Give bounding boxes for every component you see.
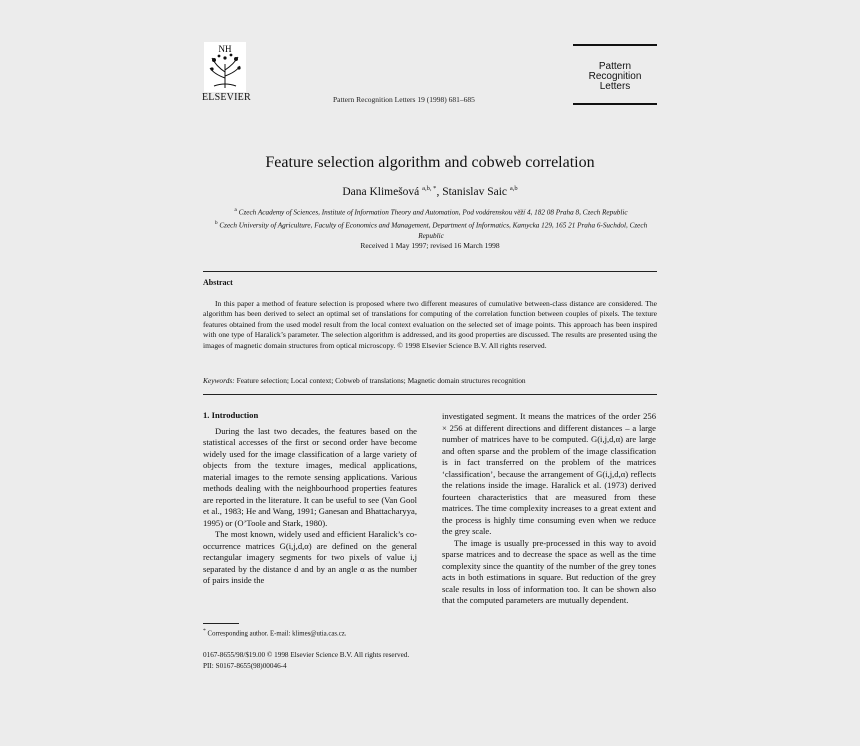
author-list bbox=[200, 185, 660, 198]
footnote-mark: * bbox=[203, 628, 206, 634]
journal-title-line2: Letters bbox=[599, 81, 631, 92]
abstract-bottom-rule bbox=[203, 394, 657, 395]
journal-title-line1: Pattern Recognition bbox=[588, 61, 642, 82]
abstract-heading: Abstract bbox=[203, 278, 233, 287]
keywords-text: Feature selection; Local context; Cobweb of translations; Magnetic domain structures recognition bbox=[236, 376, 526, 385]
body-paragraph: The image is usually pre-processed in this way to avoid sparse matrices and to decrease the space as well as the time complexity since the quantity of the number of the grey tones acts in both estimations in square. But reduction of the grey scale results in loss of information too. It can be shown also that the computed parameters are mutually dependent. bbox=[442, 537, 656, 605]
keywords bbox=[203, 376, 657, 385]
article-title: Feature selection algorithm and cobweb correlation bbox=[265, 154, 595, 171]
body-column-left bbox=[203, 410, 417, 587]
logo-nh-text: NH bbox=[218, 44, 232, 54]
body-paragraph: During the last two decades, the features based on the statistical accesses of the first or second order have become widely used for the image classification of a large variety of objects from the texture images, medical applications, material images to the remote sensing applications. Various methods dealing with the neighbourhood properties features are reported in the literature. It can be useful to see (Van Gool et al., 1983; He and Wang, 1991; Ganesan and Bhattacharyya, 1995) or (O’Toole and Stark, 1980). bbox=[203, 425, 417, 528]
affiliation-mark: b bbox=[214, 219, 218, 226]
copyright-block bbox=[203, 650, 409, 671]
affiliation-a bbox=[205, 205, 657, 218]
copyright-line: 0167-8655/98/$19.00 © 1998 Elsevier Science B.V. All rights reserved. bbox=[203, 651, 410, 659]
keywords-label: Keywords: bbox=[203, 376, 235, 385]
body-column-right bbox=[442, 411, 656, 607]
journal-title-box bbox=[573, 44, 657, 105]
author-name: Stanislav Saic bbox=[442, 185, 508, 198]
footnote-text: Corresponding author. E-mail: klimes@utia.cas.cz. bbox=[207, 630, 347, 638]
body-paragraph: investigated segment. It means the matrices of the order 256 × 256 at different directions and different distances – a large number of matrices have to be computed. G(i,j,d,α) are large and often sparse and the problem of the image classification is in fact transferred on the problem of the matrices ‘classification’, because the arrangement of G(i,j,d,α) reflects the relations inside the image. Haralick et al. (1973) derived fourteen characteristics that are measured from these matrices. The time complexity increases to a great extent and the process is highly time consuming even when we reduce the grey scale. bbox=[442, 411, 656, 536]
affiliation-text: Czech Academy of Sciences, Institute of Information Theory and Automation, Pod vodárenskou věží 4, 182 08 Praha 8, Czech Republic bbox=[238, 208, 628, 217]
received-dates: Received 1 May 1997; revised 16 March 1998 bbox=[360, 241, 500, 250]
affiliations bbox=[205, 205, 657, 241]
abstract-top-rule bbox=[203, 271, 657, 272]
affiliation-mark: a bbox=[234, 207, 237, 213]
journal-title bbox=[573, 62, 657, 92]
footnote-rule bbox=[203, 623, 239, 624]
pii-line: PII: S0167-8655(98)00046-4 bbox=[203, 661, 287, 670]
footnote bbox=[203, 628, 417, 637]
affiliation-b bbox=[205, 218, 657, 241]
journal-citation: Pattern Recognition Letters 19 (1998) 681–685 bbox=[333, 95, 475, 104]
body-paragraph: The most known, widely used and efficient Haralick’s co-occurrence matrices G(i,j,d,α) are defined on the general rectangular imagery segments for two pixels of value i,j separated by the distance d and by an angle α as the number of pairs inside the bbox=[203, 529, 417, 585]
elsevier-tree-icon bbox=[204, 42, 246, 92]
abstract-text: In this paper a method of feature selection is proposed where two different measures of cumulative between-class distance are considered. The algorithm has been derived to select an optimal set of translations for computing of the correlation function between couples of pixels. The texture features obtained from the used model result from the local context evaluation on the selected set of image points. This approach has been inspired with one type of Haralick’s parameter. The selection algorithm is addressed, and its good properties are discussed. The results are presented using the images of magnetic domain structures from optical microscopy. © 1998 Elsevier Science B.V. All rights reserved. bbox=[203, 299, 657, 350]
author-affiliation-mark: a,b bbox=[509, 185, 518, 192]
affiliation-text: Czech University of Agriculture, Faculty of Economics and Management, Department of Informatics, Kamycka 129, 165 21 Praha 6-Suchdol, Czech Republic bbox=[219, 221, 648, 240]
author-affiliation-mark: a,b, * bbox=[422, 185, 437, 192]
publisher-name: ELSEVIER bbox=[202, 92, 251, 103]
section-heading: 1. Introduction bbox=[203, 410, 259, 420]
author-separator: , bbox=[436, 185, 443, 198]
author-name: Dana Klimešová bbox=[342, 185, 420, 198]
